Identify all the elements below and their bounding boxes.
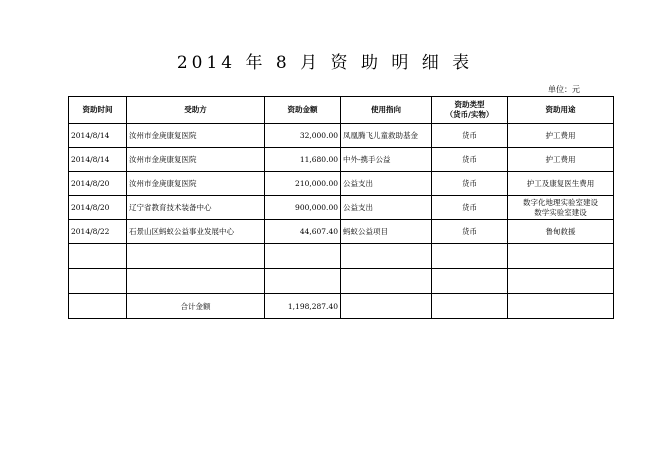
row-amount: 11,680.00 bbox=[265, 148, 341, 172]
row-date: 2014/8/22 bbox=[69, 220, 127, 244]
row-use bbox=[508, 148, 614, 172]
row-direction: 凤凰腾飞儿童救助基金 bbox=[341, 124, 432, 148]
header-amount: 资助金额 bbox=[265, 97, 341, 124]
row-type: 货币 bbox=[432, 148, 508, 172]
total-row bbox=[69, 294, 614, 319]
row-type: 货币 bbox=[432, 172, 508, 196]
empty-row bbox=[69, 244, 614, 269]
unit-label: 单位：元 bbox=[548, 85, 580, 94]
total-amount: 1,198,287.40 bbox=[265, 294, 341, 319]
row-date: 2014/8/14 bbox=[69, 124, 127, 148]
header-date: 资助时间 bbox=[69, 97, 127, 124]
row-amount: 44,607.40 bbox=[265, 220, 341, 244]
header-type-line2: （货币/实物） bbox=[445, 110, 494, 119]
empty-cell bbox=[127, 269, 265, 294]
empty-cell bbox=[69, 244, 127, 269]
row-use bbox=[508, 196, 614, 220]
row-type: 货币 bbox=[432, 196, 508, 220]
empty-cell bbox=[432, 244, 508, 269]
empty-cell bbox=[508, 294, 614, 319]
header-type bbox=[432, 97, 508, 124]
row-use bbox=[508, 124, 614, 148]
header-donor: 受助方 bbox=[127, 97, 265, 124]
empty-cell bbox=[508, 269, 614, 294]
empty-cell bbox=[341, 244, 432, 269]
row-amount: 32,000.00 bbox=[265, 124, 341, 148]
row-use-line: 数字化地理实验室建设 bbox=[523, 197, 598, 207]
total-label: 合计金额 bbox=[127, 294, 265, 319]
empty-cell bbox=[341, 269, 432, 294]
row-amount: 900,000.00 bbox=[265, 196, 341, 220]
empty-row bbox=[69, 269, 614, 294]
row-type: 货币 bbox=[432, 220, 508, 244]
row-use-line: 数学实验室建设 bbox=[534, 207, 587, 217]
row-use-line: 护工费用 bbox=[545, 154, 576, 164]
table-row bbox=[69, 196, 614, 220]
table-row bbox=[69, 172, 614, 196]
row-date: 2014/8/14 bbox=[69, 148, 127, 172]
header-type-line1: 资助类型 bbox=[454, 100, 485, 109]
table-body bbox=[69, 124, 614, 319]
header-direction: 使用指向 bbox=[341, 97, 432, 124]
row-direction: 公益支出 bbox=[341, 172, 432, 196]
row-donor: 汝州市金庚康复医院 bbox=[127, 148, 265, 172]
row-use-line: 护工费用 bbox=[545, 130, 576, 140]
header-row bbox=[69, 97, 614, 124]
empty-cell bbox=[508, 244, 614, 269]
header-use: 资助用途 bbox=[508, 97, 614, 124]
empty-cell bbox=[69, 294, 127, 319]
table-row bbox=[69, 148, 614, 172]
row-use bbox=[508, 220, 614, 244]
empty-cell bbox=[432, 294, 508, 319]
donation-table bbox=[68, 96, 614, 319]
row-date: 2014/8/20 bbox=[69, 172, 127, 196]
empty-cell bbox=[432, 269, 508, 294]
table-row bbox=[69, 220, 614, 244]
row-use-line: 护工及康复医生费用 bbox=[526, 178, 595, 188]
row-donor: 石景山区蚂蚁公益事业发展中心 bbox=[127, 220, 265, 244]
empty-cell bbox=[127, 244, 265, 269]
row-direction: 公益支出 bbox=[341, 196, 432, 220]
row-direction: 蚂蚁公益项目 bbox=[341, 220, 432, 244]
empty-cell bbox=[265, 244, 341, 269]
empty-cell bbox=[341, 294, 432, 319]
row-date: 2014/8/20 bbox=[69, 196, 127, 220]
empty-cell bbox=[69, 269, 127, 294]
page-title: 2014 年 8 月 资 助 明 细 表 bbox=[176, 53, 474, 73]
empty-cell bbox=[265, 269, 341, 294]
row-donor: 辽宁省教育技术装备中心 bbox=[127, 196, 265, 220]
row-donor: 汝州市金庚康复医院 bbox=[127, 172, 265, 196]
row-use bbox=[508, 172, 614, 196]
row-amount: 210,000.00 bbox=[265, 172, 341, 196]
table-row bbox=[69, 124, 614, 148]
row-type: 货币 bbox=[432, 124, 508, 148]
row-use-line: 鲁甸救援 bbox=[545, 226, 576, 236]
row-donor: 汝州市金庚康复医院 bbox=[127, 124, 265, 148]
row-direction: 中外-携手公益 bbox=[341, 148, 432, 172]
